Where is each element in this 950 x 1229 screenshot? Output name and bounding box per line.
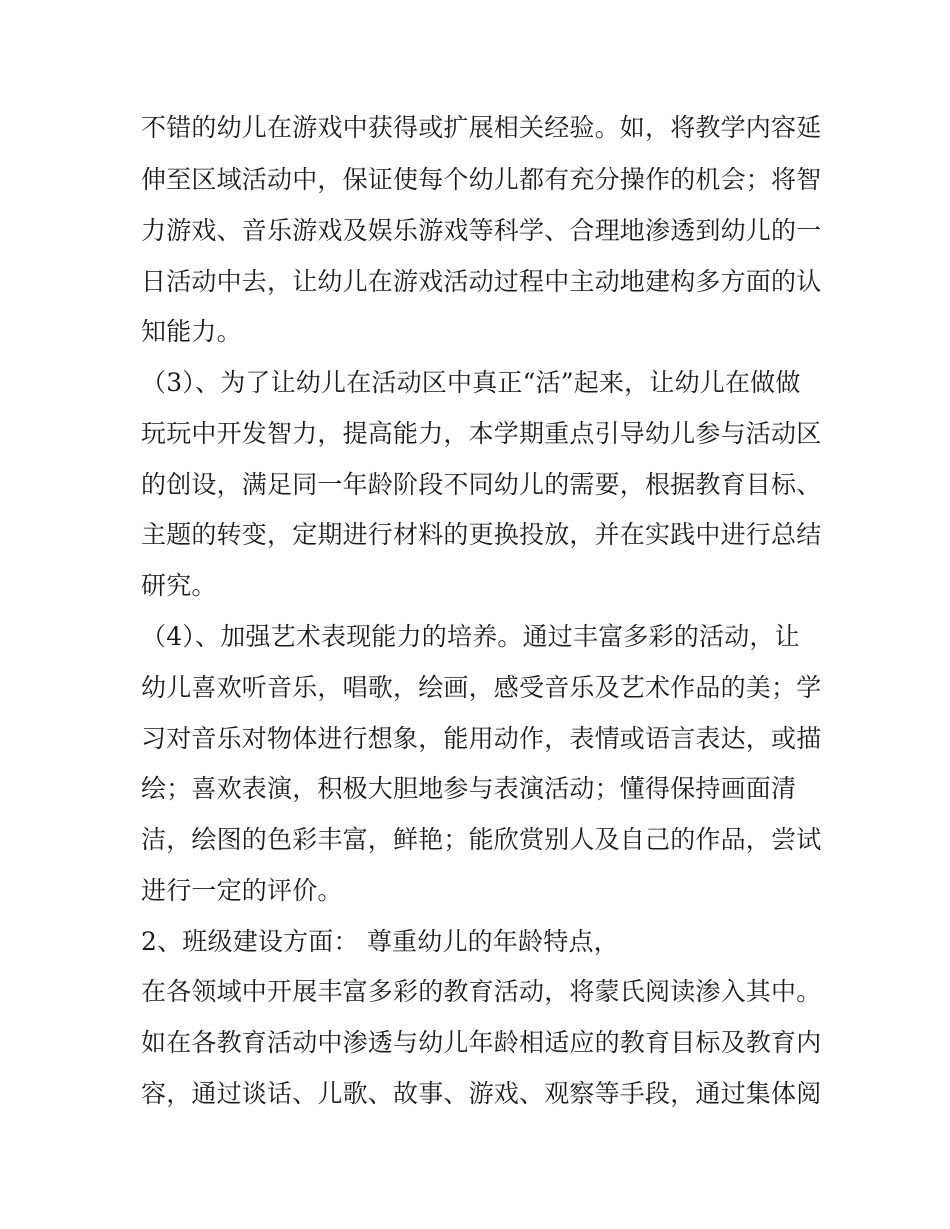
text-line: 知能力。 [141,317,242,346]
text-line: 洁，绘图的色彩丰富，鲜艳；能欣赏别人及自己的作品，尝试 [141,825,822,854]
text-line: 的创设，满足同一年龄阶段不同幼儿的需要，根据教育目标、 [141,470,822,499]
text-line: 容，通过谈话、儿歌、故事、游戏、观察等手段，通过集体阅 [141,1079,822,1108]
text-line: （3）、为了让幼儿在活动区中真正“活”起来，让幼儿在做做 [141,368,801,397]
text-line: 玩玩中开发智力，提高能力，本学期重点引导幼儿参与活动区 [141,419,822,448]
text-line: 主题的转变，定期进行材料的更换投放，并在实践中进行总结 [141,520,822,549]
text-line: 不错的幼儿在游戏中获得或扩展相关经验。如，将教学内容延 [141,113,822,142]
text-line: 绘；喜欢表演，积极大胆地参与表演活动；懂得保持画面清 [141,774,797,803]
text-line: 日活动中去，让幼儿在游戏活动过程中主动地建构多方面的认 [141,267,822,296]
text-line: 研究。 [141,571,217,600]
text-line: 习对音乐对物体进行想象，能用动作，表情或语言表达，或描 [141,724,822,753]
text-line: 伸至区域活动中，保证使每个幼儿都有充分操作的机会；将智 [141,165,822,194]
text-line: 在各领域中开展丰富多彩的教育活动，将蒙氏阅读渗入其中。 [141,977,822,1006]
text-line: 力游戏、音乐游戏及娱乐游戏等科学、合理地渗透到幼儿的一 [141,216,822,245]
text-line: 如在各教育活动中渗透与幼儿年龄相适应的教育目标及教育内 [141,1028,822,1057]
text-line: （4）、加强艺术表现能力的培养。通过丰富多彩的活动，让 [141,622,800,651]
text-line: 幼儿喜欢听音乐，唱歌，绘画，感受音乐及艺术作品的美；学 [141,673,822,702]
text-line: 进行一定的评价。 [141,876,343,905]
text-line: 2、班级建设方面： 尊重幼儿的年龄特点， [141,927,619,956]
